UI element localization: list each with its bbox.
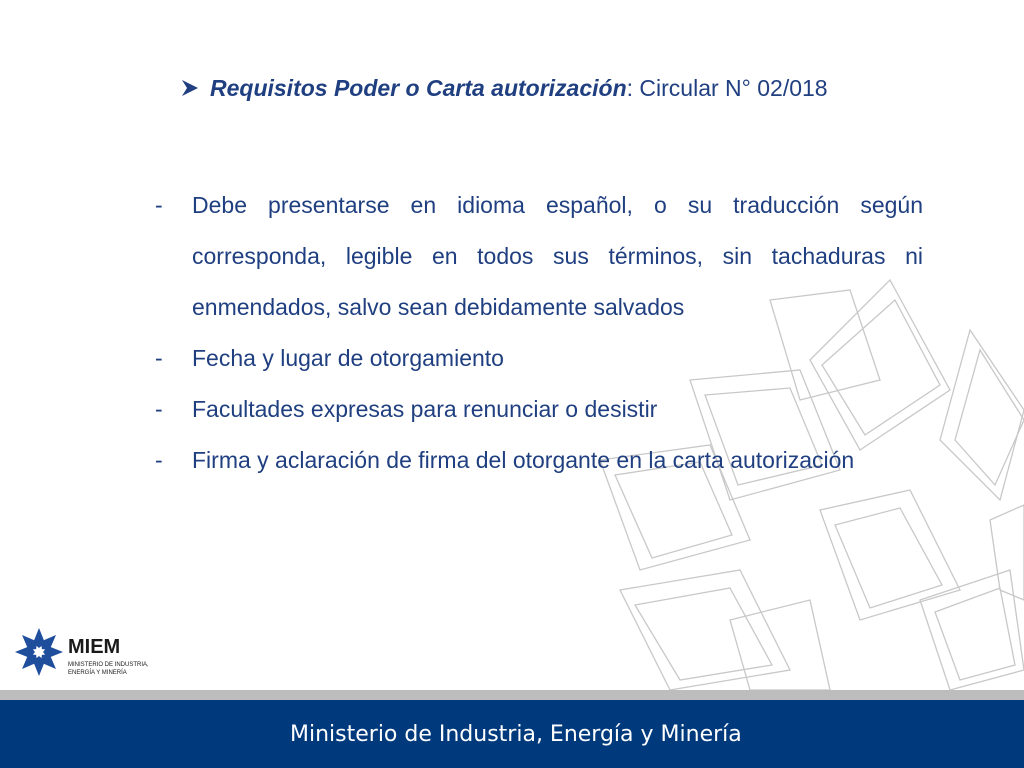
list-item-text: Debe presentarse en idioma español, o su traducción según corresponda, legible en todos sus términos, sin tachaduras ni enmendados, salvo sean debidamente salvados (192, 192, 923, 320)
list-item-text: Firma y aclaración de firma del otorgante en la carta autorización (192, 447, 855, 473)
footer-divider (0, 690, 1024, 700)
star-flower-icon (15, 628, 63, 676)
list-item (155, 435, 923, 486)
logo-subtitle-1: MINISTERIO DE INDUSTRIA, (68, 662, 149, 668)
list-item-text: Fecha y lugar de otorgamiento (192, 345, 504, 371)
footer-text: Ministerio de Industria, Energía y Minería (290, 722, 742, 747)
heading-suffix: : Circular N° 02/018 (626, 75, 828, 101)
footer-bar (0, 700, 1024, 768)
bullet-marker: - (155, 396, 163, 422)
heading-title: Requisitos Poder o Carta autorización (210, 75, 627, 101)
bullet-marker: - (155, 192, 163, 218)
bullet-marker: - (155, 345, 163, 371)
requirements-list (155, 180, 923, 486)
list-item (155, 180, 923, 333)
list-item (155, 384, 923, 435)
list-item-text: Facultades expresas para renunciar o desistir (192, 396, 658, 422)
miem-logo (14, 626, 154, 680)
arrow-bullet-icon (180, 70, 210, 106)
logo-subtitle-2: ENERGÍA Y MINERÍA (68, 670, 127, 676)
logo-acronym: MIEM (68, 636, 121, 658)
list-item (155, 333, 923, 384)
slide-heading (180, 70, 940, 106)
bullet-marker: - (155, 447, 163, 473)
